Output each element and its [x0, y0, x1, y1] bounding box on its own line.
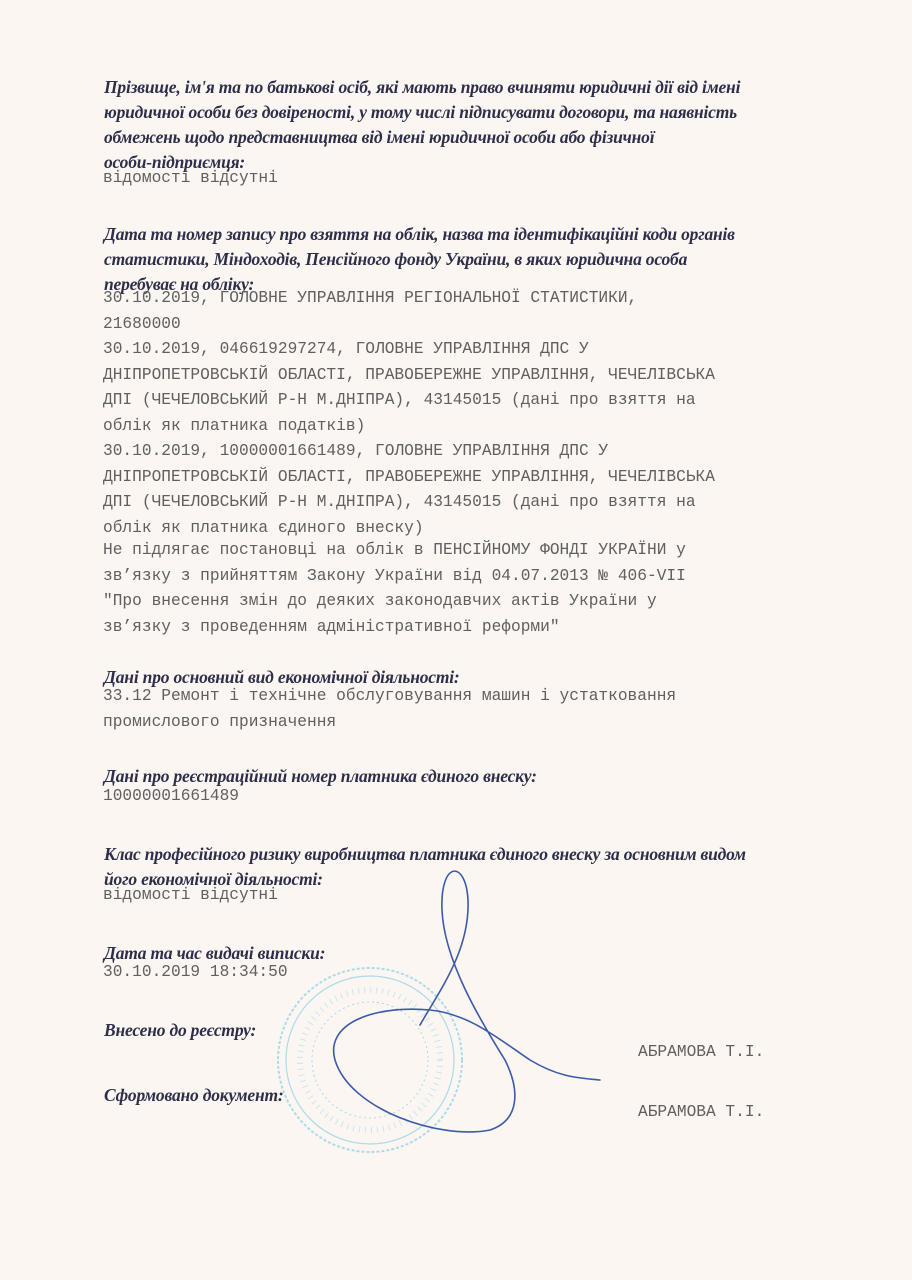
heading-line: особи-підприємця:: [104, 152, 246, 172]
value-line: облік як платника єдиного внеску): [103, 518, 424, 537]
value-line: ДПІ (ЧЕЧЕЛОВСЬКИЙ Р-Н М.ДНІПРА), 43145015 (дані про взяття на: [103, 391, 696, 409]
official-stamp: [278, 968, 462, 1152]
value-line: відомості відсутні: [103, 886, 278, 904]
heading-line: його економічної діяльності:: [104, 869, 323, 889]
value-line: облік як платника податків): [103, 416, 366, 435]
note-line: зв’язку з прийняттям Закону України від 04.07.2013 № 406-VII: [103, 566, 686, 585]
note-line: зв’язку з проведенням адміністративної реформи": [103, 617, 560, 636]
heading-line: Дані про основний вид економічної діяльності:: [104, 667, 460, 687]
value-line: 30.10.2019, 10000001661489, ГОЛОВНЕ УПРАВЛІННЯ ДПС У: [103, 442, 609, 460]
handwritten-signature: [334, 871, 600, 1132]
section-value-issue-datetime: [103, 960, 288, 986]
heading-line: Дата та номер запису про взяття на облік, назва та ідентифікаційні коди органів: [104, 224, 735, 244]
value-line: відомості відсутні: [103, 169, 278, 187]
signature-label-registered: Внесено до реєстру:: [104, 1020, 257, 1040]
stamp-inner-ring: [286, 976, 454, 1144]
section-heading-authorized-persons: [104, 75, 740, 175]
heading-line: юридичної особи без довіреності, у тому числі підписувати договори, та наявність: [104, 102, 737, 122]
heading-line: Прізвище, ім'я та по батькові осіб, які мають право вчиняти юридичні дії від імені: [104, 77, 741, 97]
signature-name-generated: АБРАМОВА Т.І.: [638, 1103, 765, 1121]
value-line: 30.10.2019 18:34:50: [103, 963, 288, 981]
section-value-authorized-persons: [103, 166, 278, 192]
heading-line: Дата та час видачі виписки:: [104, 943, 326, 963]
value-line: 21680000: [103, 314, 181, 333]
note-line: "Про внесення змін до деяких законодавчих актів України у: [103, 592, 657, 610]
section-value-contributor-number: [103, 784, 239, 810]
section-value-risk-class: [103, 883, 278, 909]
signature-loop-upper: [334, 871, 600, 1132]
value-line: ДНІПРОПЕТРОВСЬКІЙ ОБЛАСТІ, ПРАВОБЕРЕЖНЕ УПРАВЛІННЯ, ЧЕЧЕЛІВСЬКА: [103, 365, 715, 384]
heading-line: статистики, Міндоходів, Пенсійного фонду України, в яких юридична особа: [104, 249, 688, 269]
stamp-text-ring: [300, 990, 440, 1130]
signature-name-registered: АБРАМОВА Т.І.: [638, 1043, 765, 1061]
value-line: 30.10.2019, ГОЛОВНЕ УПРАВЛІННЯ РЕГІОНАЛЬНОЇ СТАТИСТИКИ,: [103, 289, 638, 307]
heading-line: Клас професійного ризику виробництва платника єдиного внеску за основним видом: [104, 844, 746, 864]
note-line: Не підлягає постановці на облік в ПЕНСІЙНОМУ ФОНДІ УКРАЇНИ у: [103, 541, 686, 559]
signature-label-generated: Сформовано документ:: [104, 1085, 284, 1105]
value-line: промислового призначення: [103, 712, 337, 731]
value-line: 33.12 Ремонт і технічне обслуговування машин і устатковання: [103, 687, 677, 705]
section-value-registration: [103, 286, 715, 541]
stamp-outer-ring: [278, 968, 462, 1152]
section-value-economic-activity: [103, 684, 676, 735]
value-line: ДПІ (ЧЕЧЕЛОВСЬКИЙ Р-Н М.ДНІПРА), 43145015 (дані про взяття на: [103, 493, 696, 511]
heading-line: перебуває на обліку:: [104, 274, 255, 294]
value-line: 30.10.2019, 046619297274, ГОЛОВНЕ УПРАВЛІННЯ ДПС У: [103, 340, 589, 358]
value-line: ДНІПРОПЕТРОВСЬКІЙ ОБЛАСТІ, ПРАВОБЕРЕЖНЕ УПРАВЛІННЯ, ЧЕЧЕЛІВСЬКА: [103, 467, 715, 486]
heading-line: Дані про реєстраційний номер платника єдиного внеску:: [104, 766, 537, 786]
pension-fund-note: [103, 538, 686, 640]
stamp-center-ring: [312, 1002, 428, 1118]
heading-line: обмежень щодо представництва від імені юридичної особи або фізичної: [104, 127, 655, 147]
value-line: 10000001661489: [103, 787, 239, 805]
